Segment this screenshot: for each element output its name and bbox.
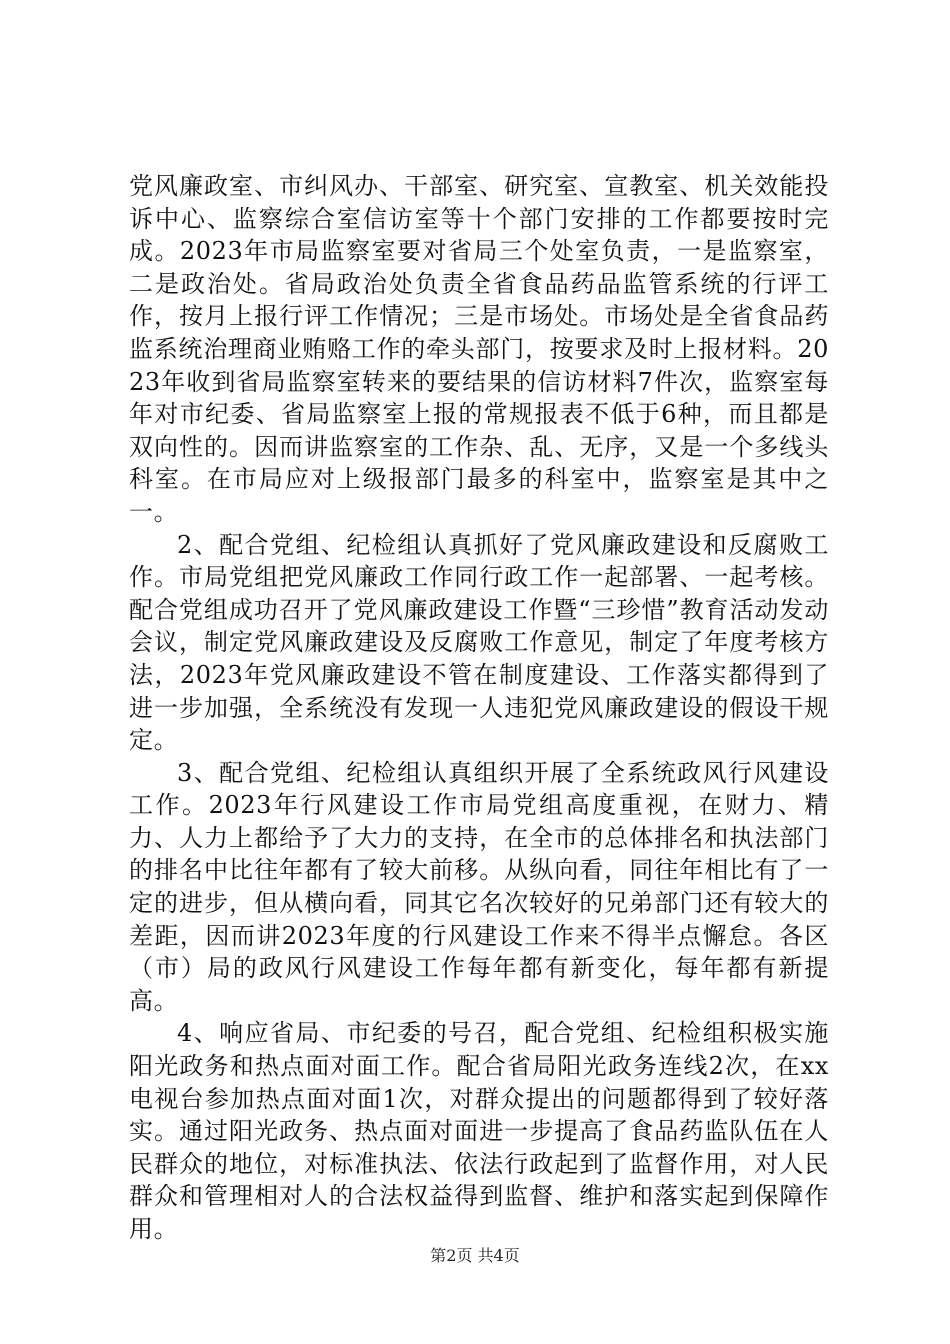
- document-body: [129, 170, 829, 1246]
- paragraph-item-3: 3、配合党组、纪检组认真组织开展了全系统政风行风建设工作。2023年行风建设工作市局党组高度重视，在财力、精力、人力上都给予了大力的支持，在全市的总体排名和执法部门的排名中比往年都有了较大前移。从纵向看，同往年相比有了一定的进步，但从横向看，同其它名次较好的兄弟部门还有较大的差距，因而讲2023年度的行风建设工作来不得半点懈怠。各区（市）局的政风行风建设工作每年都有新变化，每年都有新提高。: [129, 758, 829, 1015]
- paragraph-item-2: 2、配合党组、纪检组认真抓好了党风廉政建设和反腐败工作。市局党组把党风廉政工作同行政工作一起部署、一起考核。配合党组成功召开了党风廉政建设工作暨“三珍惜”教育活动发动会议，制定党风廉政建设及反腐败工作意见，制定了年度考核方法，2023年党风廉政建设不管在制度建设、工作落实都得到了进一步加强，全系统没有发现一人违犯党风廉政建设的假设干规定。: [129, 530, 829, 755]
- paragraph-item-4: 4、响应省局、市纪委的号召，配合党组、纪检组积极实施阳光政务和热点面对面工作。配合省局阳光政务连线2次，在xx电视台参加热点面对面1次，对群众提出的问题都得到了较好落实。通过阳光政务、热点面对面进一步提高了食品药监队伍在人民群众的地位，对标准执法、依法行政起到了监督作用，对人民群众和管理相对人的合法权益得到监督、维护和落实起到保障作用。: [129, 1019, 829, 1243]
- page-number-footer: 第2页 共4页: [430, 1246, 520, 1265]
- paragraph-continuation: 党风廉政室、市纠风办、干部室、研究室、宣教室、机关效能投诉中心、监察综合室信访室等十个部门安排的工作都要按时完成。2023年市局监察室要对省局三个处室负责，一是监察室，二是政治处。省局政治处负责全省食品药品监管系统的行评工作，按月上报行评工作情况；三是市场处。市场处是全省食品药监系统治理商业贿赂工作的牵头部门，按要求及时上报材料。2023年收到省局监察室转来的要结果的信访材料7件次，监察室每年对市纪委、省局监察室上报的常规报表不低于6种，而且都是双向性的。因而讲监察室的工作杂、乱、无序，又是一个多线头科室。在市局应对上级报部门最多的科室中，监察室是其中之一。: [129, 172, 829, 526]
